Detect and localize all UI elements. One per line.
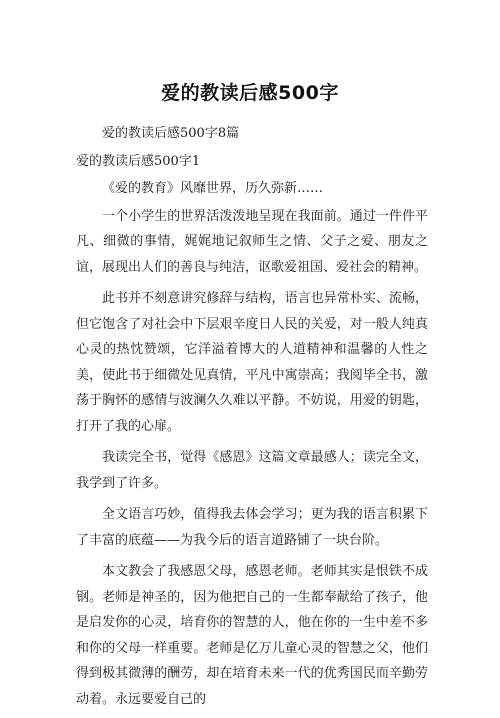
document-body — [76, 121, 428, 718]
section-heading: 爱的教读后感500字1 — [76, 153, 201, 169]
document-title: 爱的教读后感500字 — [161, 82, 339, 104]
body-paragraph: 一个小学生的世界活泼泼地呈现在我面前。通过一件件平凡、细微的事情，娓娓地记叙师生之情、父子之爱、朋友之谊，展现出人们的善良与纯洁，讴歌爱祖国、爱社会的精神。 — [76, 208, 428, 275]
body-paragraph: 全文语言巧妙，值得我去体会学习；更为我的语言积累下了丰富的底蕴——为我今后的语言道路铺了一块台阶。 — [76, 507, 428, 548]
body-paragraph: 本文教会了我感恩父母，感恩老师。老师其实是恨铁不成钢。老师是神圣的，因为他把自己的一生都奉献给了孩子，他是启发你的心灵，培育你的智慧的人，他在你的一生中差不多和你的父母一样重要。老师是亿万儿童心灵的智慧之父，他们得到极其微薄的酬劳，却在培育未来一代的优秀国民而辛勤劳动着。永远要爱自己的 — [76, 564, 428, 707]
body-paragraph: 《爱的教育》风靡世界，历久弥新…… — [102, 181, 324, 196]
body-paragraph: 此书并不刻意讲究修辞与结构，语言也异常朴实、流畅，但它饱含了对社会中下层艰辛度日人民的关爱，对一般人纯真心灵的热忱赞颂，它洋溢着博大的人道精神和温馨的人性之美，使此书于细微处见真情，平凡中寓崇高；我阅毕全书，激荡于胸怀的感情与波澜久久难以平静。不妨说，用爱的钥匙，打开了我的心扉。 — [76, 291, 428, 434]
body-paragraph: 我读完全书，觉得《感恩》这篇文章最感人；读完全文，我学到了许多。 — [76, 450, 428, 491]
subtitle-paragraph: 爱的教读后感500字8篇 — [102, 126, 240, 141]
